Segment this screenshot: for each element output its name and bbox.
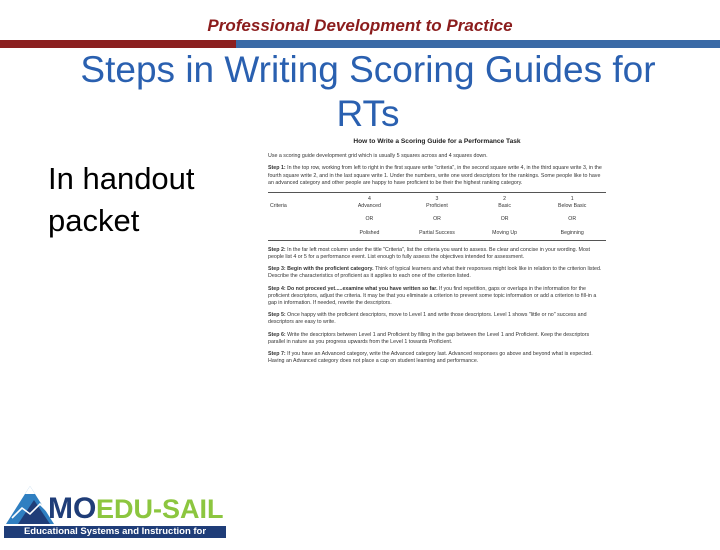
- header-rule-red: [0, 40, 236, 48]
- step-label: Step 1:: [268, 165, 286, 172]
- mountain-logo-icon: [4, 478, 226, 526]
- table-cell: Criteria: [270, 203, 287, 210]
- table-cell: Beginning: [560, 229, 584, 236]
- handout-step-2: [268, 247, 606, 261]
- body-line: In handout: [48, 161, 195, 196]
- step-text: In the top row, working from left to right in the first square write "criteria", in the second square write 4, in the third square write 3, in the fourth square write 2, and in the last square write 1. Under the numbers, write one word descriptors for the rankings. Some people like to have an advanced category and other people are happy to have proficient to be their the highest ranking category.: [268, 165, 602, 186]
- table-cell: Advanced: [357, 203, 381, 210]
- logo-tagline: Educational Systems and Instruction for Learning: [4, 526, 226, 538]
- table-cell: Below Basic: [558, 203, 587, 210]
- step-label: Step 2:: [268, 246, 286, 253]
- handout-intro: Use a scoring guide development grid which is usually 5 squares across and 4 squares down.: [268, 153, 488, 160]
- table-cell: OR: [433, 216, 441, 223]
- step-label: Step 6:: [268, 331, 286, 338]
- table-cell: Moving Up: [492, 229, 517, 236]
- table-cell: OR: [365, 216, 374, 223]
- handout-step-6: [268, 332, 606, 346]
- handout-step-1: [268, 165, 606, 187]
- step-label: Step 7:: [268, 351, 286, 358]
- handout-title: How to Write a Scoring Guide for a Performance Task: [353, 138, 521, 145]
- handout-step-5: [268, 312, 606, 326]
- handout-image: [258, 134, 614, 496]
- table-row: [268, 213, 606, 226]
- handout-step-3: [268, 266, 606, 280]
- table-row: [268, 193, 606, 204]
- handout-step-7: [268, 351, 606, 365]
- table-cell: 2: [503, 196, 507, 203]
- step-text: Write the descriptors between Level 1 and Proficient by filling in the gap between the Level 1 and Proficient. Keep the descriptors parallel in nature as you progress upwards from the Level 1 towards Proficient.: [268, 331, 590, 345]
- table-cell: OR: [500, 216, 509, 223]
- table-cell: 1: [570, 196, 574, 203]
- handout-step-4: [268, 286, 606, 308]
- step-label: Step 5:: [268, 312, 286, 319]
- table-cell: Polished: [359, 229, 380, 236]
- step-text: If you have an Advanced category, write the Advanced category last. Advanced responses go above and beyond what is expected. Having an Advanced category does not place a cap on student learning and performance.: [268, 351, 593, 365]
- slide-header: Professional Development to Practice: [207, 16, 513, 35]
- table-cell: [268, 213, 336, 226]
- body-line: packet: [48, 203, 140, 238]
- logo-name-text: EDU-SAIL: [96, 494, 224, 524]
- logo-mo-text: MO: [48, 492, 97, 525]
- header-rule-blue: [236, 40, 720, 48]
- table-cell: Basic: [498, 203, 511, 210]
- scoring-grid-table: [268, 192, 606, 241]
- step-label: Step 3: Begin with the proficient category.: [268, 266, 374, 273]
- step-text: Think of typical learners and what their responses might look like in relation to the criterion listed. Describe the characteristics of proficient as it applies to each one of the criterion listed.: [268, 266, 602, 280]
- mo-edu-sail-logo: [4, 478, 226, 549]
- step-text: Once happy with the proficient descriptors, move to Level 1 and write those descriptors. Level 1 shows "little or no" success and descriptors are easy to write.: [268, 312, 587, 326]
- slide-title: Steps in Writing Scoring Guides for RTs: [80, 49, 656, 134]
- table-cell: OR: [568, 216, 577, 223]
- table-row: [268, 203, 606, 213]
- table-cell: 3: [435, 196, 439, 203]
- table-cell: [268, 227, 336, 241]
- step-text: If you find repetition, gaps or overlaps in the information for the proficient descriptors, adjust the criteria. It may be that you eliminate a criterion to prevent some topic information or add a criterion to fill-in a gap in information. If needed, rewrite the descriptors.: [268, 285, 597, 307]
- step-label: Step 4: Do not proceed yet.....examine what you have written so far.: [268, 285, 438, 292]
- table-cell: [268, 193, 336, 204]
- table-cell: 4: [367, 196, 371, 203]
- slide-body: [48, 158, 248, 242]
- table-row: [268, 227, 606, 241]
- table-cell: Partial Success: [419, 229, 455, 236]
- table-cell: Proficient: [426, 203, 448, 210]
- step-text: In the far left most column under the title "Criteria", list the criteria you want to assess. Be clear and concise in your wording. Most people list 4 or 5 for a performance event. List enough to fully assess the objectives intended for assessment.: [268, 246, 591, 261]
